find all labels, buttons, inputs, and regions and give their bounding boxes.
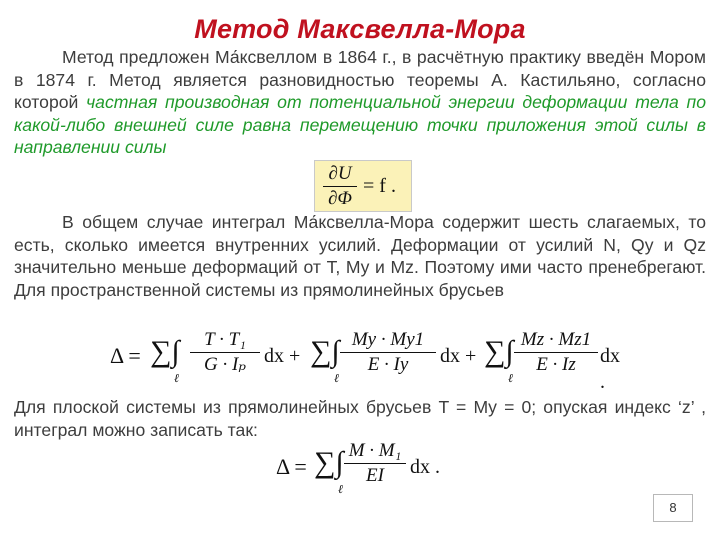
formula-maxwell-mohr-planar [272,436,452,504]
term1-numerator: T · T₁ [204,329,246,350]
formula-maxwell-mohr-spatial [104,325,624,393]
fraction-bar [190,352,260,353]
sum-subscript: ℓ [334,371,339,385]
sum-integral-symbol: ∑∫ [484,335,514,368]
page-number: 8 [653,494,693,522]
slide-title: Метод Максвелла-Мора [194,14,526,44]
paragraph-general-case [14,211,706,301]
paragraph-intro [14,46,706,159]
term1-denominator: G · Iₚ [204,354,246,375]
term3-numerator: Mz · Mz1 [520,329,592,350]
paragraph-planar-system [14,396,706,441]
formula-planar-lhs: Δ = [276,454,307,479]
formula-castigliano [314,160,412,212]
paragraph-intro-plain: Метод предложен Ма́ксвеллом в 1864 г., в расчётную практику введён Мором в 1874 г. Метод является разновидностью теоремы А. Кастильяно, согласно которой [14,47,706,113]
sum-subscript: ℓ [174,371,179,385]
formula-castigliano-fraction [323,163,357,210]
term3-denominator: E · Iz [536,354,576,375]
fraction-bar [323,186,357,187]
planar-dx: dx . [410,456,440,478]
planar-fraction [344,440,406,487]
formula-castigliano-rhs: = f . [363,175,396,197]
formula-castigliano-denominator: ∂Φ [328,188,352,209]
planar-numerator: M · M₁ [348,440,402,461]
sum-subscript: ℓ [338,482,343,496]
term1-dx: dx + [264,345,301,367]
sum-integral-symbol: ∑∫ [310,335,340,368]
term2-numerator: My · My1 [351,329,425,350]
term1-fraction [190,329,260,376]
formula-spatial-lhs: Δ = [110,343,141,368]
sum-integral-symbol: ∑∫ [314,446,344,479]
term3-fraction [514,329,598,376]
term3-dx: dx . [600,345,620,393]
paragraph-intro-highlight: частная производная от потенциальной энергии деформации тела по какой-либо внешней силе равна перемещению точки приложения этой силы в направлении силы [14,92,706,158]
term2-dx: dx + [440,345,477,367]
fraction-bar [340,352,436,353]
sum-subscript: ℓ [508,371,513,385]
term2-fraction [340,329,436,376]
formula-castigliano-numerator: ∂U [328,163,352,184]
sum-integral-symbol: ∑∫ [150,335,180,368]
fraction-bar [344,463,406,464]
planar-denominator: EI [366,465,384,486]
term2-denominator: E · Iy [367,354,409,375]
paragraph-general-case-text: В общем случае интеграл Ма́ксвелла-Мора содержит шесть слагаемых, то есть, сколько имеется внутренних усилий. Деформации от усилий N, Qy и Qz значительно меньше деформаций от T, My и Mz. Поэтому ими часто пренебрегают. Для пространственной системы из прямолинейных брусьев [14,212,706,300]
fraction-bar [514,352,598,353]
paragraph-planar-system-text: Для плоской системы из прямолинейных брусьев T = My = 0; опуская индекс ‘z’ , интеграл можно записать так: [14,397,706,440]
